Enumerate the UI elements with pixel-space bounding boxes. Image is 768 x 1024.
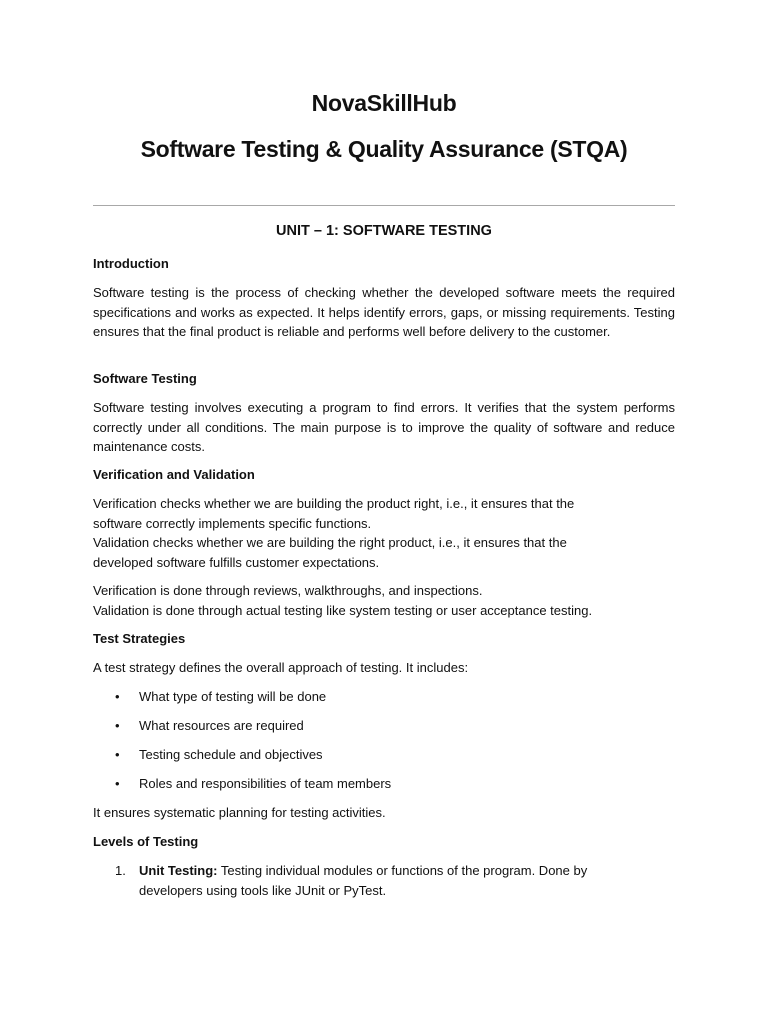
verification-validation-paragraph-1 <box>93 494 675 572</box>
bullet-icon: • <box>115 747 120 762</box>
verification-method-line: Verification is done through reviews, walkthroughs, and inspections. <box>93 583 483 598</box>
validation-method-line: Validation is done through actual testing like system testing or user acceptance testing. <box>93 602 593 618</box>
verification-line-1: Verification checks whether we are building the product right, i.e., it ensures that the <box>93 496 575 511</box>
document-title: NovaSkillHub <box>311 90 457 116</box>
validation-line-1: Validation checks whether we are building the right product, i.e., it ensures that the <box>93 535 567 550</box>
verification-line-2: software correctly implements specific functions. <box>93 515 372 531</box>
term-unit-testing: Unit Testing: <box>139 863 218 878</box>
list-item-text: What type of testing will be done <box>139 689 327 704</box>
document-subtitle: Software Testing & Quality Assurance (STQA) <box>140 136 628 162</box>
list-number: 1. <box>115 863 126 878</box>
section-heading-software-testing: Software Testing <box>93 371 197 386</box>
bullet-icon: • <box>115 776 120 791</box>
bullet-icon: • <box>115 689 120 704</box>
list-item-text: Testing schedule and objectives <box>139 747 323 762</box>
introduction-paragraph: Software testing is the process of checking whether the developed software meets the required specifications and works as expected. It helps identify errors, gaps, or missing requirements. Testing ensures that the final product is reliable and performs well before delivery to the customer. <box>93 285 675 339</box>
validation-line-2: developed software fulfills customer expectations. <box>93 554 380 570</box>
list-item-text: What resources are required <box>139 718 304 733</box>
numbered-item-line-1 <box>139 861 639 881</box>
verification-validation-paragraph-2 <box>93 581 675 620</box>
software-testing-paragraph: Software testing involves executing a program to find errors. It verifies that the system performs correctly under all conditions. The main purpose is to improve the quality of software and reduce maintenance costs. <box>93 400 675 454</box>
bullet-icon: • <box>115 718 120 733</box>
section-heading-test-strategies: Test Strategies <box>93 631 186 646</box>
test-strategies-intro: A test strategy defines the overall approach of testing. It includes: <box>93 660 469 675</box>
numbered-item-line-2: developers using tools like JUnit or PyTest. <box>139 882 387 898</box>
unit-heading: UNIT – 1: SOFTWARE TESTING <box>276 223 492 239</box>
horizontal-divider <box>93 205 675 206</box>
term-description: Testing individual modules or functions of the program. Done by <box>217 863 588 878</box>
section-heading-introduction: Introduction <box>93 256 169 271</box>
section-heading-verification-validation: Verification and Validation <box>93 467 255 482</box>
numbered-item-body <box>139 861 639 900</box>
test-strategies-outro: It ensures systematic planning for testing activities. <box>93 805 386 820</box>
section-heading-levels-of-testing: Levels of Testing <box>93 834 199 849</box>
list-item-text: Roles and responsibilities of team members <box>139 776 392 791</box>
